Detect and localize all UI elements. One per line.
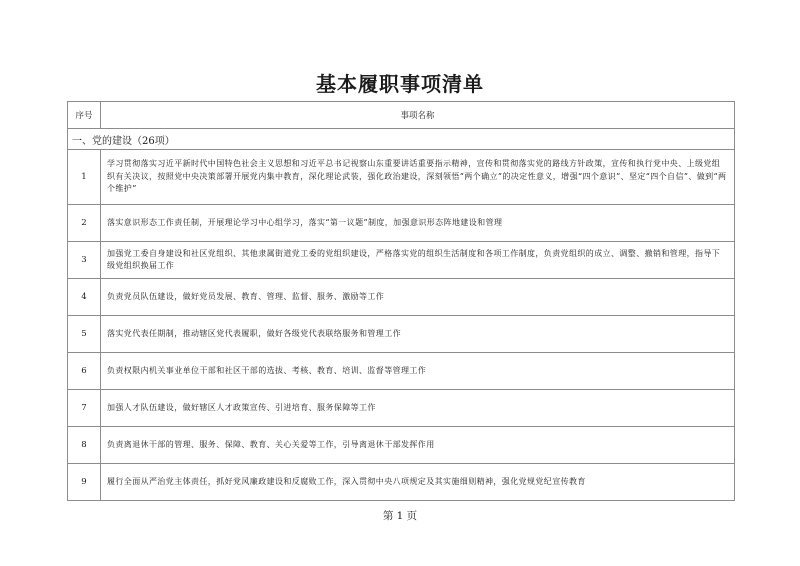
row-number: 2 xyxy=(68,205,101,242)
row-number: 8 xyxy=(68,427,101,464)
row-text: 加强党工委自身建设和社区党组织、其他隶属街道党工委的党组织建设，严格落实党的组织生活制度和各项工作制度，负责党组织的成立、调整、撤销和管理，指导下级党组织换届工作 xyxy=(101,242,735,279)
table-row xyxy=(68,205,735,242)
table-row xyxy=(68,279,735,316)
row-number: 6 xyxy=(68,353,101,390)
row-text: 加强人才队伍建设，做好辖区人才政策宣传、引进培育、服务保障等工作 xyxy=(101,390,735,427)
table-row xyxy=(68,427,735,464)
row-text: 负责党员队伍建设，做好党员发展、教育、管理、监督、服务、激励等工作 xyxy=(101,279,735,316)
section-title: 一、党的建设（26项） xyxy=(68,129,735,150)
table-row xyxy=(68,150,735,205)
row-number: 7 xyxy=(68,390,101,427)
row-number: 9 xyxy=(68,464,101,501)
row-number: 4 xyxy=(68,279,101,316)
row-number: 3 xyxy=(68,242,101,279)
row-text: 履行全面从严治党主体责任，抓好党风廉政建设和反腐败工作，深入贯彻中央八项规定及其实施细则精神，强化党规党纪宣传教育 xyxy=(101,464,735,501)
row-number: 5 xyxy=(68,316,101,353)
duty-list-table xyxy=(67,101,735,501)
row-text: 学习贯彻落实习近平新时代中国特色社会主义思想和习近平总书记视察山东重要讲话重要指示精神，宣传和贯彻落实党的路线方针政策，宣传和执行党中央、上级党组织有关决议，按照党中央决策部署开展党内集中教育，深化理论武装，强化政治建设，深刻领悟“两个确立”的决定性意义，增强“四个意识”、坚定“四个自信”、做到“两个维护” xyxy=(101,150,735,205)
document-title: 基本履职事项清单 xyxy=(316,72,484,96)
table-row xyxy=(68,242,735,279)
page-number: 第 1 页 xyxy=(382,510,418,522)
row-text: 负责离退休干部的管理、服务、保障、教育、关心关爱等工作，引导离退休干部发挥作用 xyxy=(101,427,735,464)
section-row xyxy=(68,129,735,150)
table-row xyxy=(68,353,735,390)
column-header-item-name: 事项名称 xyxy=(101,102,735,129)
row-text: 落实党代表任期制，推动辖区党代表履职，做好各级党代表联络服务和管理工作 xyxy=(101,316,735,353)
row-text: 负责权限内机关事业单位干部和社区干部的选拔、考核、教育、培训、监督等管理工作 xyxy=(101,353,735,390)
row-text: 落实意识形态工作责任制，开展理论学习中心组学习，落实“第一议题”制度，加强意识形态阵地建设和管理 xyxy=(101,205,735,242)
table-row xyxy=(68,464,735,501)
column-header-number: 序号 xyxy=(68,102,101,129)
table-header-row xyxy=(68,102,735,129)
table-row xyxy=(68,316,735,353)
table-row xyxy=(68,390,735,427)
row-number: 1 xyxy=(68,150,101,205)
